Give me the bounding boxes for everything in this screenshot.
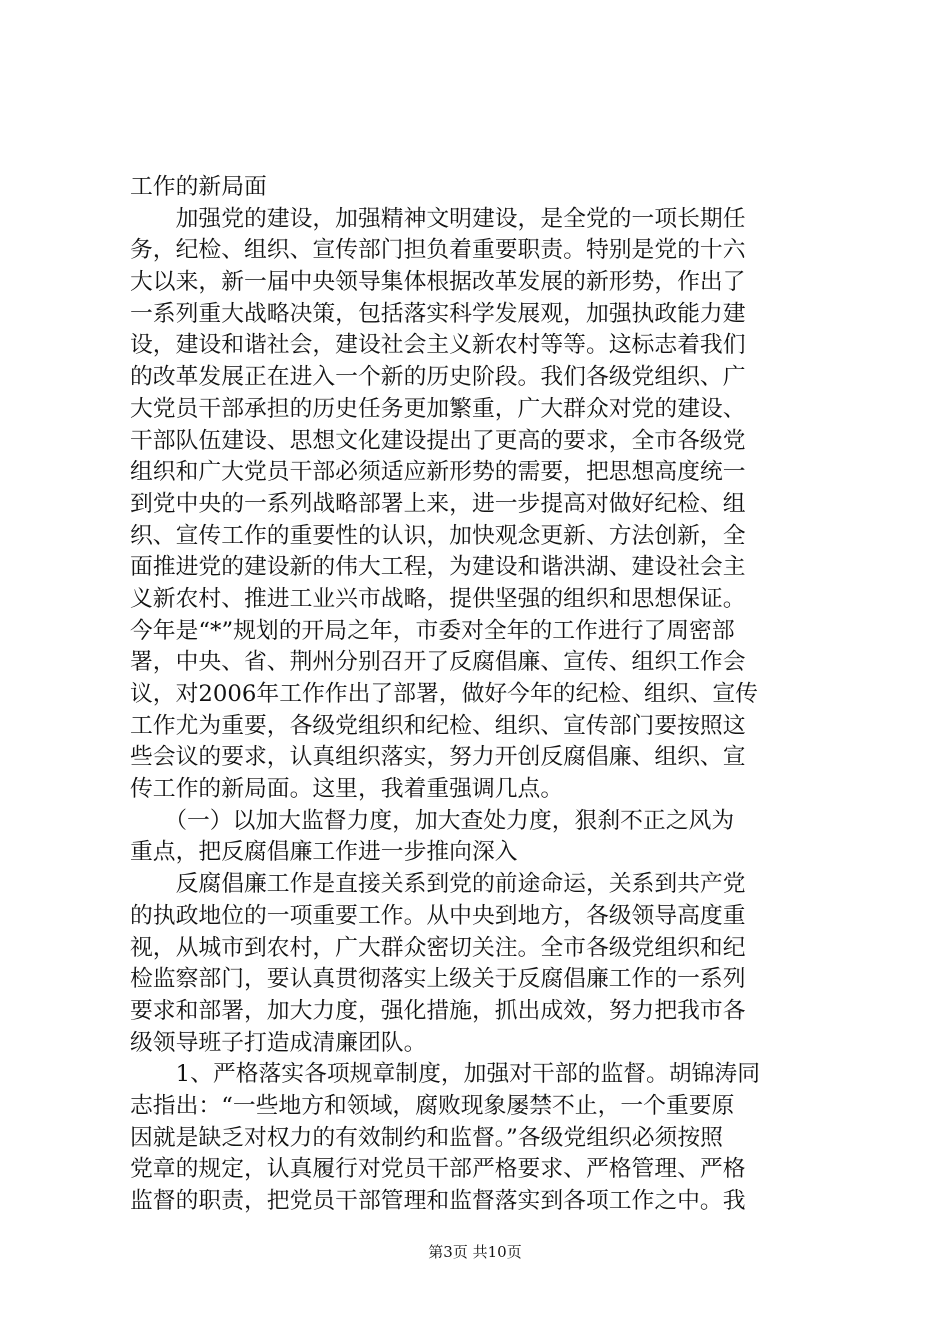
text-line: 1、严格落实各项规章制度，加强对干部的监督。胡锦涛同 <box>130 1061 761 1088</box>
text-line: 面推进党的建设新的伟大工程，为建设和谐洪湖、建设社会主 <box>130 554 746 581</box>
text-line: 干部队伍建设、思想文化建设提出了更高的要求，全市各级党 <box>130 427 746 454</box>
text-line: 检监察部门，要认真贯彻落实上级关于反腐倡廉工作的一系列 <box>130 966 746 993</box>
text-line: 务，纪检、组织、宣传部门担负着重要职责。特别是党的十六 <box>130 237 746 264</box>
text-line: 设，建设和谐社会，建设社会主义新农村等等。这标志着我们 <box>130 332 746 359</box>
text-line: 大以来，新一届中央领导集体根据改革发展的新形势，作出了 <box>130 269 746 296</box>
text-line: 些会议的要求，认真组织落实，努力开创反腐倡廉、组织、宣 <box>130 744 746 771</box>
text-line: 工作的新局面 <box>130 174 267 200</box>
text-line: 今年是“*”规划的开局之年，市委对全年的工作进行了周密部 <box>130 617 735 644</box>
text-line: 监督的职责，把党员干部管理和监督落实到各项工作之中。我 <box>130 1188 746 1214</box>
text-line: 要求和部署，加大力度，强化措施，抓出成效，努力把我市各 <box>130 997 746 1024</box>
text-line: 议，对2006年工作作出了部署，做好今年的纪检、组织、宣传 <box>130 681 758 707</box>
text-line: 党章的规定，认真履行对党员干部严格要求、严格管理、严格 <box>130 1156 746 1183</box>
text-line: 署，中央、省、荆州分别召开了反腐倡廉、宣传、组织工作会 <box>130 649 746 676</box>
text-line: 加强党的建设，加强精神文明建设，是全党的一项长期任 <box>130 205 746 232</box>
text-line: 织、宣传工作的重要性的认识，加快观念更新、方法创新，全 <box>130 522 746 549</box>
text-line: 工作尤为重要，各级党组织和纪检、组织、宣传部门要按照这 <box>130 712 746 739</box>
text-line: 义新农村、推进工业兴市战略，提供坚强的组织和思想保证。 <box>130 585 746 612</box>
text-line: 因就是缺乏对权力的有效制约和监督。”各级党组织必须按照 <box>130 1124 723 1151</box>
text-line: 的改革发展正在进入一个新的历史阶段。我们各级党组织、广 <box>130 364 746 391</box>
text-line: 一系列重大战略决策，包括落实科学发展观，加强执政能力建 <box>130 300 746 327</box>
text-line: 组织和广大党员干部必须适应新形势的需要，把思想高度统一 <box>130 459 746 486</box>
document-body <box>130 172 832 1218</box>
text-line: 志指出：“一些地方和领域，腐败现象屡禁不止，一个重要原 <box>130 1092 735 1119</box>
page-number-label: 第3页 共10页 <box>428 1243 522 1261</box>
text-line: 大党员干部承担的历史任务更加繁重，广大群众对党的建设、 <box>130 395 746 422</box>
text-line: 反腐倡廉工作是直接关系到党的前途命运，关系到共产党 <box>130 871 746 898</box>
text-line: 传工作的新局面。这里，我着重强调几点。 <box>130 776 564 803</box>
text-line: 视，从城市到农村，广大群众密切关注。全市各级党组织和纪 <box>130 934 746 961</box>
text-line: 的执政地位的一项重要工作。从中央到地方，各级领导高度重 <box>130 902 746 929</box>
section-heading-line: 重点，把反腐倡廉工作进一步推向深入 <box>130 839 518 866</box>
page-footer <box>0 1242 950 1262</box>
text-line: 级领导班子打造成清廉团队。 <box>130 1029 427 1056</box>
text-line: 到党中央的一系列战略部署上来，进一步提高对做好纪检、组 <box>130 490 746 517</box>
section-heading-line: （一）以加大监督力度，加大查处力度，狠刹不正之风为 <box>130 807 735 834</box>
